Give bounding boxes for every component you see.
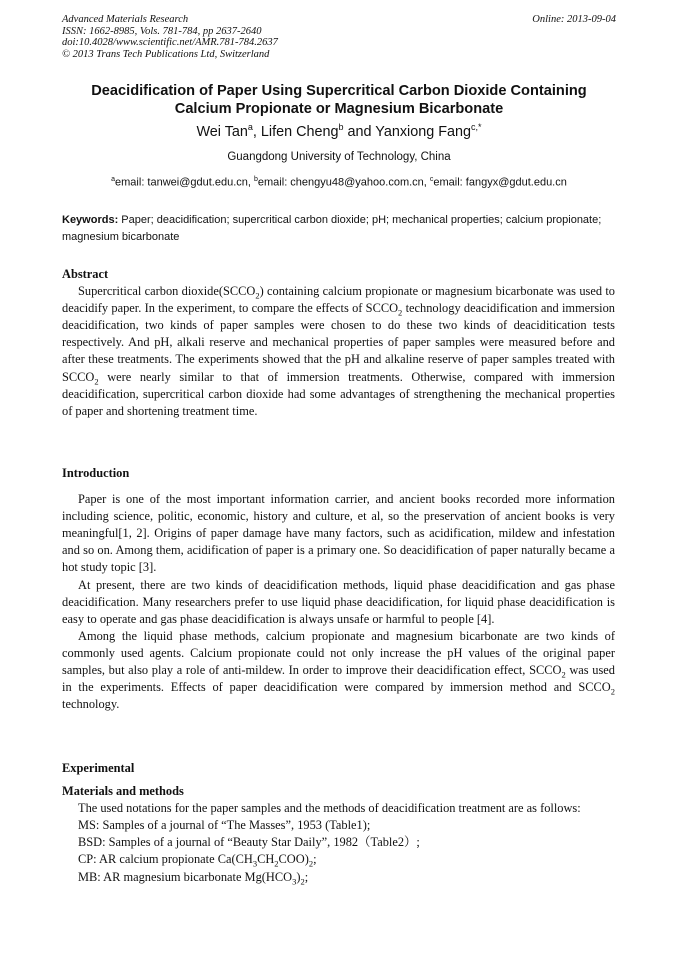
author-2: , Lifen Cheng xyxy=(252,123,339,140)
subscript: 2 xyxy=(274,858,279,869)
author-list xyxy=(40,122,638,140)
intro-p3-part: Among the liquid phase methods, calcium propionate and magnesium bicarbonate are two kinds of commonly used agents. Calcium propionate could not only increase the pH values of the original paper samples, but also play a role of anti-mildew. In order to improve their deacidification effect, SCCO xyxy=(62,628,615,678)
introduction-heading: Introduction xyxy=(62,466,130,480)
copyright-line: © 2013 Trans Tech Publications Ltd, Switzerland xyxy=(62,48,270,60)
mb-part: ; xyxy=(304,869,309,884)
subscript: 2 xyxy=(610,686,615,697)
abstract-part: Supercritical carbon dioxide(SCCO xyxy=(78,284,256,299)
experimental-heading: Experimental xyxy=(62,761,135,775)
author-2-affil-mark: b xyxy=(338,122,344,132)
author-1-affil-mark: a xyxy=(247,122,253,132)
abstract-part: technology deacidification and immersion deacidification, two kinds of paper samples were chosen to do these two kinds of deaciditication tests respectively. And pH, alkali reserve and mechanical properties of paper samples were measured before and after these treatments. The experiments showed that the pH and alkaline reserve of paper samples treated with SCCO xyxy=(62,301,615,384)
doi-line: doi:10.4028/www.scientific.net/AMR.781-784.2637 xyxy=(62,37,278,48)
subscript: 2 xyxy=(94,376,99,387)
affiliation: Guangdong University of Technology, China xyxy=(227,151,451,163)
subscript: 2 xyxy=(561,669,566,680)
keywords-label: Keywords: xyxy=(62,214,119,226)
subscript: 3 xyxy=(252,858,258,869)
subscript: 3 xyxy=(292,876,297,887)
email-mark-b: b xyxy=(254,176,258,183)
email-mark-a: a xyxy=(111,176,116,183)
intro-p3-part: was used in the experiments. Effects of paper deacidification were compared by immersion method and SCCO xyxy=(62,663,615,695)
keywords xyxy=(62,212,615,246)
paper-title xyxy=(40,82,638,118)
mb-part: MB: AR magnesium bicarbonate Mg(HCO xyxy=(78,869,293,884)
abstract-text xyxy=(62,283,615,420)
email-c: email: fangyx@gdut.edu.cn xyxy=(433,176,567,189)
title-line-2: Calcium Propionate or Magnesium Bicarbonate xyxy=(174,101,504,117)
journal-header xyxy=(62,14,278,60)
subscript: 2 xyxy=(300,876,305,887)
email-b: email: chengyu48@yahoo.com.cn, xyxy=(257,176,430,189)
intro-paragraph-2: At present, there are two kinds of deacidification methods, liquid phase deacidification and gas phase deacidification. Many researchers prefer to use liquid phase deacidification, for liquid phase deacidification is easy to operate and gas phase deacidification is always unsafe or harmful to people [4]. xyxy=(62,577,615,626)
intro-p3-part: technology. xyxy=(62,697,120,712)
email-mark-c: c xyxy=(429,176,434,183)
notation-bsd: BSD: Samples of a journal of “Beauty Star Daily”, 1982（Table2）; xyxy=(78,835,420,850)
experimental-section xyxy=(62,760,615,886)
experimental-paragraph-1: The used notations for the paper samples and the methods of deacidification treatment are as follows: xyxy=(78,801,581,816)
materials-subheading: Materials and methods xyxy=(62,784,184,799)
cp-part: COO) xyxy=(278,852,309,867)
intro-paragraph-1: Paper is one of the most important information carrier, and ancient books recorded more information including science, politic, economic, history and culture, et al, so the preservation of ancient books is very meaningful[1, 2]. Origins of paper damage have many factors, such as acidification, mildew and infestation and so on. Among them, acidification of paper is a primary one. So deacidification of paper naturally became a hot study topic [3]. xyxy=(62,492,615,575)
author-3-affil-mark: c,* xyxy=(471,122,482,132)
mb-part: ) xyxy=(296,869,301,884)
abstract-section xyxy=(62,266,615,420)
title-line-1: Deacidification of Paper Using Supercritical Carbon Dioxide Containing xyxy=(91,83,587,99)
subscript: 2 xyxy=(398,307,403,318)
introduction-section xyxy=(62,465,615,713)
cp-part: CH xyxy=(257,852,275,867)
keywords-text: Paper; deacidification; supercritical carbon dioxide; pH; mechanical properties; calcium propionate; magnesium bicarbonate xyxy=(62,214,602,243)
subscript: 2 xyxy=(308,858,314,869)
abstract-heading: Abstract xyxy=(62,267,109,281)
intro-paragraph-3 xyxy=(62,628,615,713)
notation-ms: MS: Samples of a journal of “The Masses”, 1953 (Table1); xyxy=(78,818,371,833)
cp-part: ; xyxy=(313,852,317,867)
issn-line: ISSN: 1662-8985, Vols. 781-784, pp 2637-2640 xyxy=(62,25,262,37)
cp-part: CP: AR calcium propionate Ca(CH xyxy=(78,852,253,867)
author-1: Wei Tan xyxy=(196,123,248,140)
author-3: and Yanxiong Fang xyxy=(347,123,472,140)
email-a: email: tanwei@gdut.edu.cn, xyxy=(115,176,254,189)
abstract-part: ) containing calcium propionate or magnesium bicarbonate was used to deacidify paper. In the experiment, to compare the effects of SCCO xyxy=(62,284,615,316)
journal-name: Advanced Materials Research xyxy=(62,14,189,25)
abstract-part: were nearly similar to that of immersion treatments. Otherwise, compared with immersion deacidification, supercritical carbon dioxide had some advantages of strengthening the mechanical properties of paper and shortening treatment time. xyxy=(62,369,615,418)
notation-cp xyxy=(62,851,615,868)
notation-mb xyxy=(62,869,615,886)
subscript: 2 xyxy=(255,290,260,301)
author-emails xyxy=(40,176,638,189)
online-date: Online: 2013-09-04 xyxy=(532,14,616,25)
